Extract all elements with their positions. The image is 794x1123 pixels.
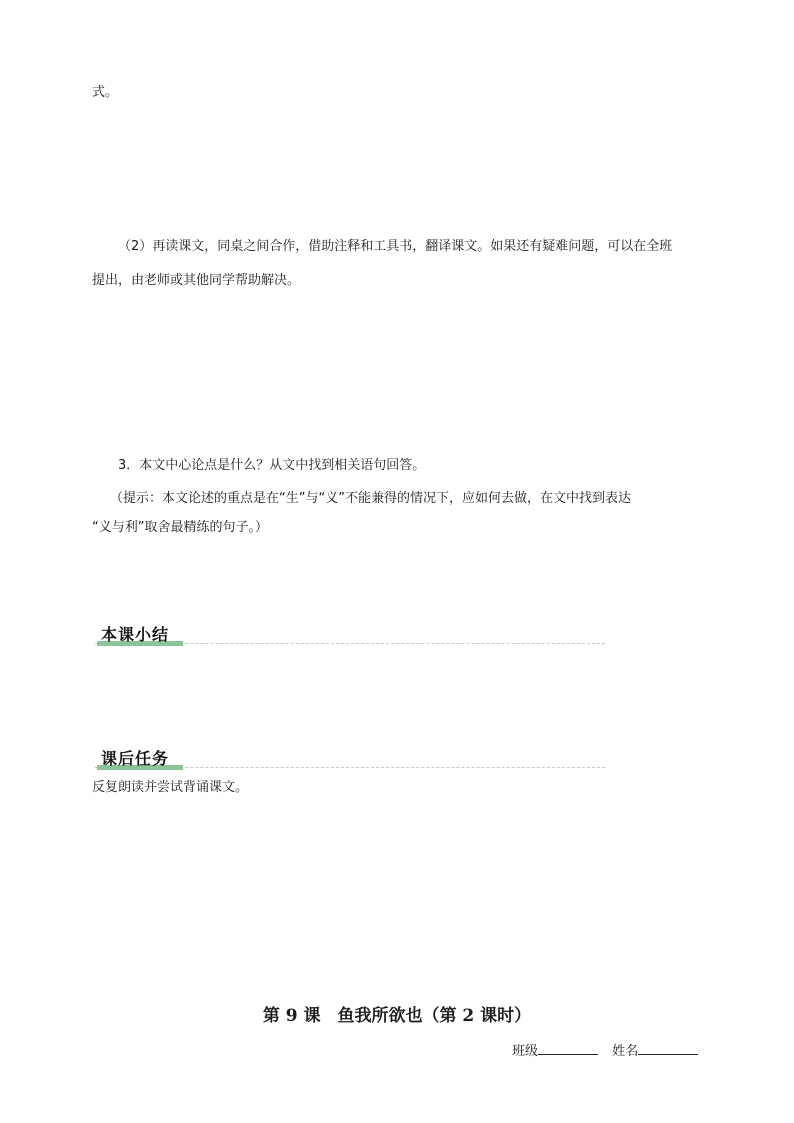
class-name-fields (512, 1040, 698, 1059)
question-2-line-1: （2）再读课文，同桌之间合作，借助注释和工具书，翻译课文。如果还有疑难问题，可以在全班 (118, 239, 673, 254)
class-blank[interactable] (538, 1040, 598, 1055)
homework-text: 反复朗读并尝试背诵课文。 (92, 780, 249, 795)
class-label: 班级 (512, 1044, 539, 1059)
section-title-homework: 课后任务 (101, 749, 170, 768)
name-label: 姓名 (612, 1044, 639, 1059)
hint-line-2: “义与利”取舍最精练的句子。） (92, 520, 268, 535)
section-header-homework (95, 748, 605, 770)
paragraph-top-fragment: 式。 (92, 85, 119, 100)
name-blank[interactable] (638, 1040, 698, 1055)
question-3: 3．本文中心论点是什么？从文中找到相关语句回答。 (118, 458, 426, 473)
question-2-line-2: 提出，由老师或其他同学帮助解决。 (92, 273, 301, 288)
section-title-summary: 本课小结 (101, 625, 170, 644)
hint-line-1: （提示：本文论述的重点是在“生”与“义”不能兼得的情况下，应如何去做，在文中找到表达 (110, 491, 631, 506)
lesson-title: 第 9 课 鱼我所欲也（第 2 课时） (262, 1006, 532, 1026)
section-header-summary (95, 624, 605, 646)
